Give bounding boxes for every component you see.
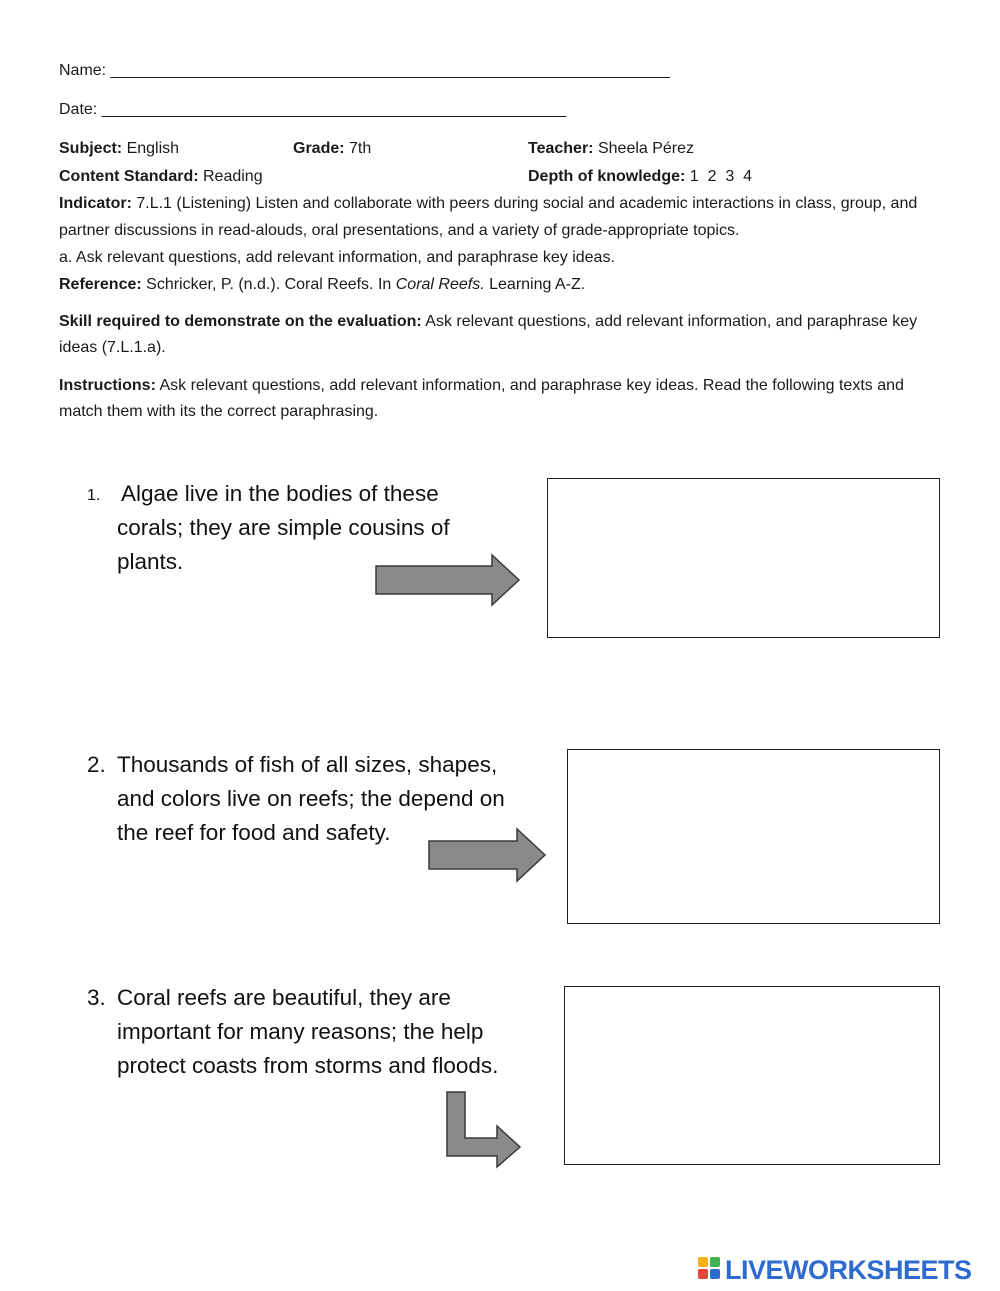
content-standard-value: Reading xyxy=(203,168,263,185)
indicator-label: Indicator: xyxy=(59,195,132,212)
indicator xyxy=(59,190,939,298)
logo-text: LIVEWORKSHEETS xyxy=(725,1255,972,1285)
dok-field xyxy=(528,167,752,187)
instructions xyxy=(59,373,939,425)
teacher-field xyxy=(528,139,694,159)
answer-box-3[interactable] xyxy=(564,986,940,1165)
question-line: corals; they are simple cousins of xyxy=(117,515,450,540)
date-line[interactable]: ______________________________________________________ xyxy=(101,101,567,118)
grade-value: 7th xyxy=(349,140,372,157)
right-arrow-icon xyxy=(427,827,549,883)
skill-label: Skill required to demonstrate on the evaluation: xyxy=(59,313,422,330)
grade-field xyxy=(293,139,371,159)
question-line: protect coasts from storms and floods. xyxy=(117,1053,499,1078)
date-row xyxy=(59,100,566,120)
indicator-sub: a. Ask relevant questions, add relevant information, and paraphrase key ideas. xyxy=(59,249,615,266)
skill xyxy=(59,309,939,361)
question-line: the reef for food and safety. xyxy=(117,820,391,845)
right-arrow-icon xyxy=(374,553,522,607)
question-line: and colors live on reefs; the depend on xyxy=(117,786,505,811)
logo-blocks-icon xyxy=(698,1257,722,1285)
reference-label: Reference: xyxy=(59,276,142,293)
name-label: Name: xyxy=(59,62,107,79)
subject-value: English xyxy=(126,140,180,157)
content-standard-label: Content Standard: xyxy=(59,168,199,185)
question-line: Algae live in the bodies of these xyxy=(121,481,439,506)
question-number: 3. xyxy=(87,985,106,1010)
name-row xyxy=(59,61,669,81)
reference-after: Learning A-Z. xyxy=(489,276,586,293)
answer-box-1[interactable] xyxy=(547,478,940,638)
teacher-value: Sheela Pérez xyxy=(597,140,695,157)
reference-text: Schricker, P. (n.d.). Coral Reefs. In xyxy=(146,276,392,293)
question-line: plants. xyxy=(117,549,184,574)
question-number: 2. xyxy=(87,752,106,777)
date-label: Date: xyxy=(59,101,98,118)
question-3 xyxy=(87,981,498,1083)
question-line: Thousands of fish of all sizes, shapes, xyxy=(117,752,498,777)
teacher-label: Teacher: xyxy=(528,140,594,157)
instructions-label: Instructions: xyxy=(59,377,156,394)
name-line[interactable]: _________________________________________________________________ xyxy=(110,62,670,79)
content-standard-field xyxy=(59,167,263,187)
question-number: 1. xyxy=(87,487,101,504)
instructions-text: Ask relevant questions, add relevant information, and paraphrase key ideas. Read the following texts and match them with its the correct paraphrasing. xyxy=(59,377,904,420)
dok-values: 1 2 3 4 xyxy=(689,168,753,185)
bent-arrow-icon xyxy=(445,1090,525,1170)
subject-label: Subject: xyxy=(59,140,123,157)
reference-italic: Coral Reefs. xyxy=(395,276,485,293)
skill-text: Ask relevant questions, add relevant information, and paraphrase key ideas (7.L.1.a). xyxy=(59,313,918,356)
question-line: Coral reefs are beautiful, they are xyxy=(117,985,451,1010)
answer-box-2[interactable] xyxy=(567,749,940,924)
liveworksheets-logo[interactable] xyxy=(698,1255,972,1286)
grade-label: Grade: xyxy=(293,140,345,157)
indicator-text: 7.L.1 (Listening) Listen and collaborate with peers during social and academic interactions in class, group, and partner discussions in read-alouds, oral presentations, and a variety of grade-appropriate topics. xyxy=(59,195,918,239)
dok-label: Depth of knowledge: xyxy=(528,168,686,185)
question-line: important for many reasons; the help xyxy=(117,1019,484,1044)
subject-field xyxy=(59,139,179,159)
